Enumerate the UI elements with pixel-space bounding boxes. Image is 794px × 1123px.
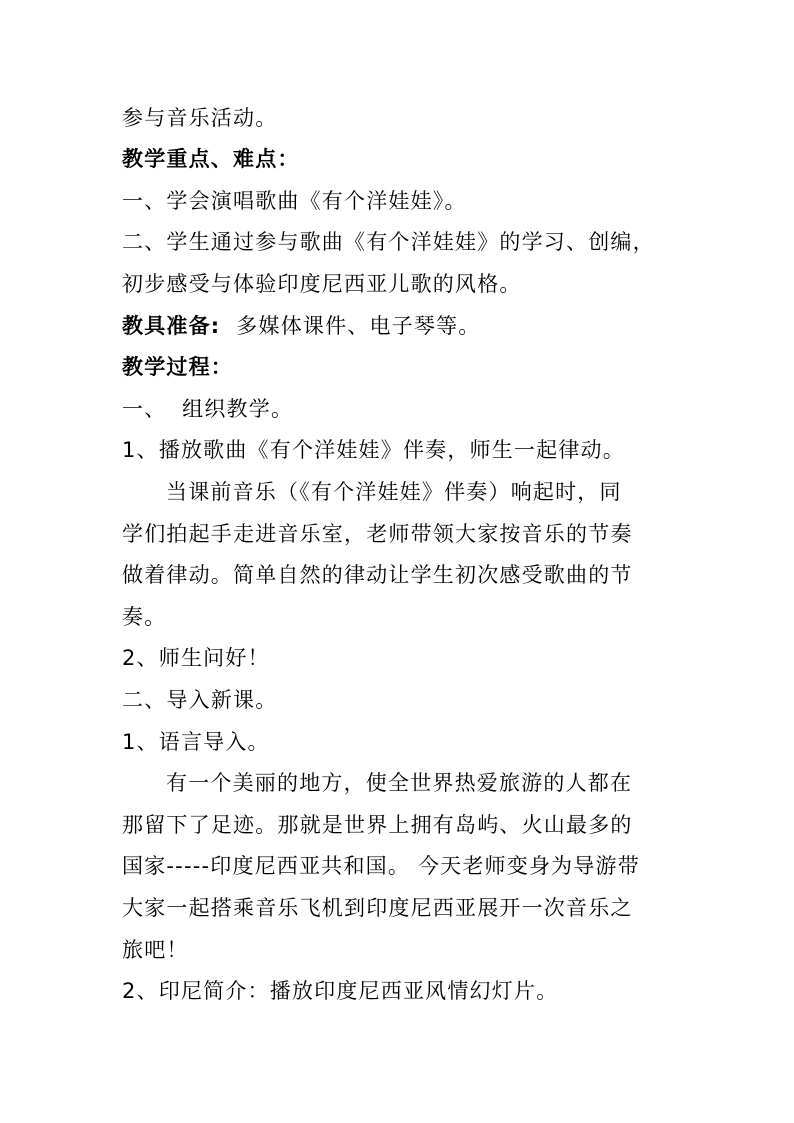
paragraph-line: 做着律动。简单自然的律动让学生初次感受歌曲的节 bbox=[122, 563, 633, 587]
text-line: 初步感受与体验印度尼西亚儿歌的风格。 bbox=[122, 272, 522, 296]
paragraph-line: 奏。 bbox=[122, 605, 167, 629]
text-line: 一、 组织教学。 bbox=[122, 397, 294, 421]
paragraph-line: 有一个美丽的地方，使全世界热爱旅游的人都在 bbox=[166, 771, 633, 795]
paragraph-line: 旅吧！ bbox=[122, 938, 189, 962]
paragraph-line: 那留下了足迹。那就是世界上拥有岛屿、火山最多的 bbox=[122, 813, 633, 837]
materials-text: 多媒体课件、电子琴等。 bbox=[236, 314, 481, 338]
text-line: 2、师生问好！ bbox=[122, 646, 270, 670]
text-line: 1、播放歌曲《有个洋娃娃》伴奏，师生一起律动。 bbox=[122, 438, 625, 462]
text-line: 二、学生通过参与歌曲《有个洋娃娃》的学习、创编， bbox=[122, 230, 655, 254]
paragraph-line: 大家一起搭乘音乐飞机到印度尼西亚展开一次音乐之 bbox=[122, 896, 633, 920]
text-line: 二、导入新课。 bbox=[122, 688, 278, 712]
text-line: 2、印尼简介：播放印度尼西亚风情幻灯片。 bbox=[122, 979, 559, 1003]
paragraph-line: 学们拍起手走进音乐室，老师带领大家按音乐的节奏 bbox=[122, 522, 633, 546]
section-heading-key-points: 教学重点、难点： bbox=[122, 147, 300, 171]
paragraph-line: 当课前音乐（《有个洋娃娃》伴奏）响起时，同 bbox=[166, 480, 622, 504]
paragraph-line: 国家-----印度尼西亚共和国。 今天老师变身为导游带 bbox=[122, 854, 640, 878]
text-line: 1、语言导入。 bbox=[122, 730, 270, 754]
section-heading-materials: 教具准备: bbox=[122, 314, 221, 338]
text-line: 一、学会演唱歌曲《有个洋娃娃》。 bbox=[122, 189, 467, 213]
section-heading-process: 教学过程： bbox=[122, 355, 233, 379]
text-line: 参与音乐活动。 bbox=[122, 106, 278, 130]
materials-line bbox=[122, 306, 481, 346]
